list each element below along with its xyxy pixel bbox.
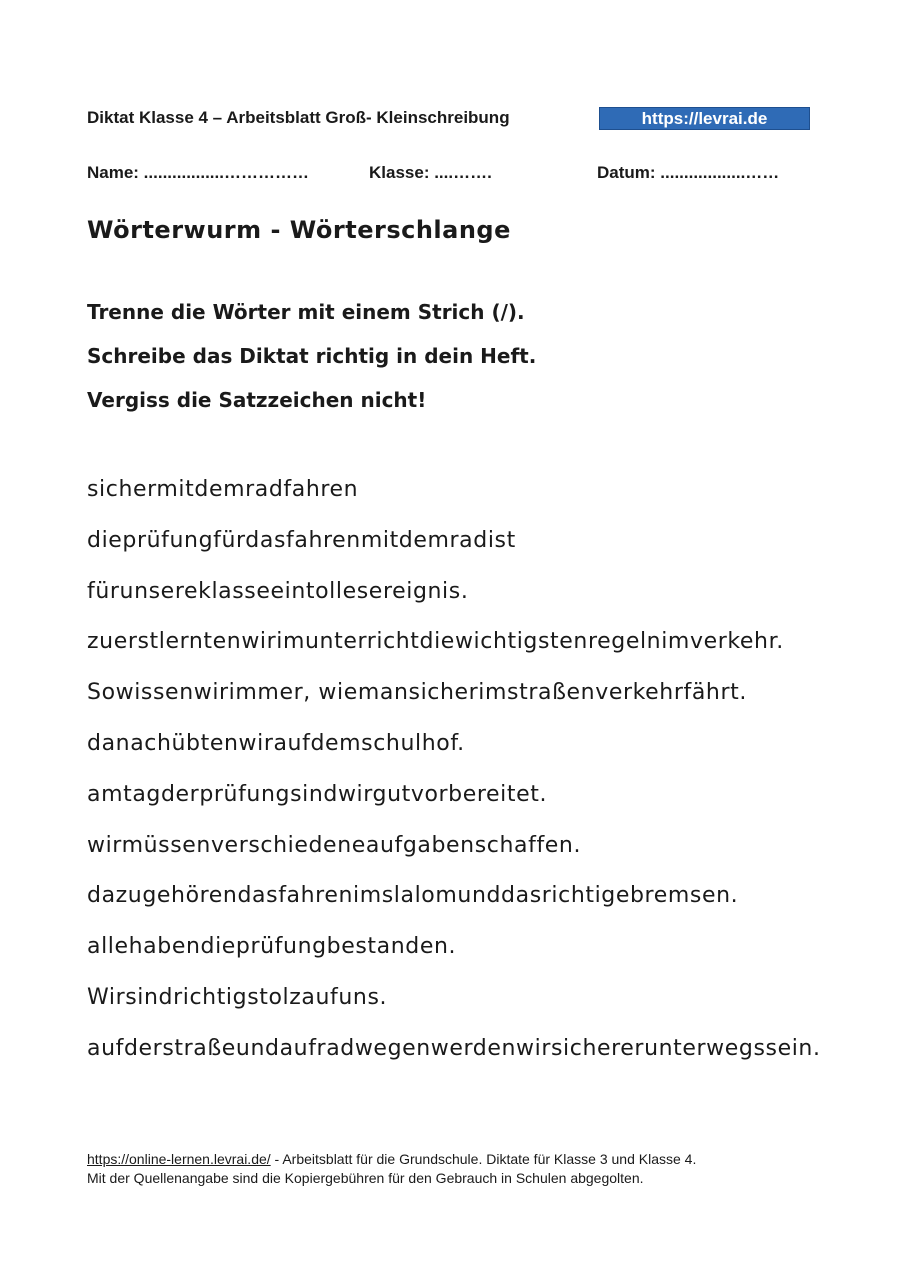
instruction-line: Trenne die Wörter mit einem Strich (/). xyxy=(87,300,525,324)
worksheet-title: Wörterwurm - Wörterschlange xyxy=(87,216,511,244)
instructions xyxy=(87,290,536,422)
word-snake-line: allehabendieprüfungbestanden. xyxy=(87,934,457,960)
word-snake-line: aufderstraßeundaufradwegenwerdenwirsichererunterwegssein. xyxy=(87,1035,821,1061)
datum-field: Datum: ..................…… xyxy=(597,163,780,182)
url-badge[interactable]: https://levrai.de xyxy=(599,107,810,130)
word-snake-line: fürunsereklasseeintollesereignis. xyxy=(87,578,469,604)
footer-link[interactable]: https://online-lernen.levrai.de/ xyxy=(87,1151,271,1167)
word-snake-line: dieprüfungfürdasfahrenmitdemradist xyxy=(87,527,516,553)
footer-line-2: Mit der Quellenangabe sind die Kopiergebühren für den Gebrauch in Schulen abgegolten. xyxy=(87,1170,644,1186)
word-snake-list xyxy=(87,465,821,1075)
footer-line-1-text: - Arbeitsblatt für die Grundschule. Diktate für Klasse 3 und Klasse 4. xyxy=(270,1151,697,1167)
word-snake-line: amtagderprüfungsindwirgutvorbereitet. xyxy=(87,781,548,807)
klasse-field: Klasse: ....……. xyxy=(369,163,492,182)
instruction-line: Schreibe das Diktat richtig in dein Heft. xyxy=(87,344,537,368)
footer-line-1 xyxy=(87,1150,696,1169)
instruction-line: Vergiss die Satzzeichen nicht! xyxy=(87,388,427,412)
word-snake-line: zuerstlerntenwirimunterrichtdiewichtigstenregelnimverkehr. xyxy=(87,629,784,655)
word-snake-line: danachübtenwiraufdemschulhof. xyxy=(87,730,465,756)
word-snake-line: sichermitdemradfahren xyxy=(87,477,359,502)
word-snake-line: Sowissenwirimmer, wiemansicherimstraßenverkehrfährt. xyxy=(87,680,747,706)
name-field: Name: .................…………… xyxy=(87,163,309,182)
worksheet-header-title: Diktat Klasse 4 – Arbeitsblatt Groß- Kleinschreibung xyxy=(87,108,510,127)
word-snake-line: dazugehörendasfahrenimslalomunddasrichtigebremsen. xyxy=(87,883,739,909)
word-snake-line: wirmüssenverschiedeneaufgabenschaffen. xyxy=(87,832,582,858)
word-snake-line: Wirsindrichtigstolzaufuns. xyxy=(87,984,388,1010)
footer xyxy=(87,1150,696,1188)
